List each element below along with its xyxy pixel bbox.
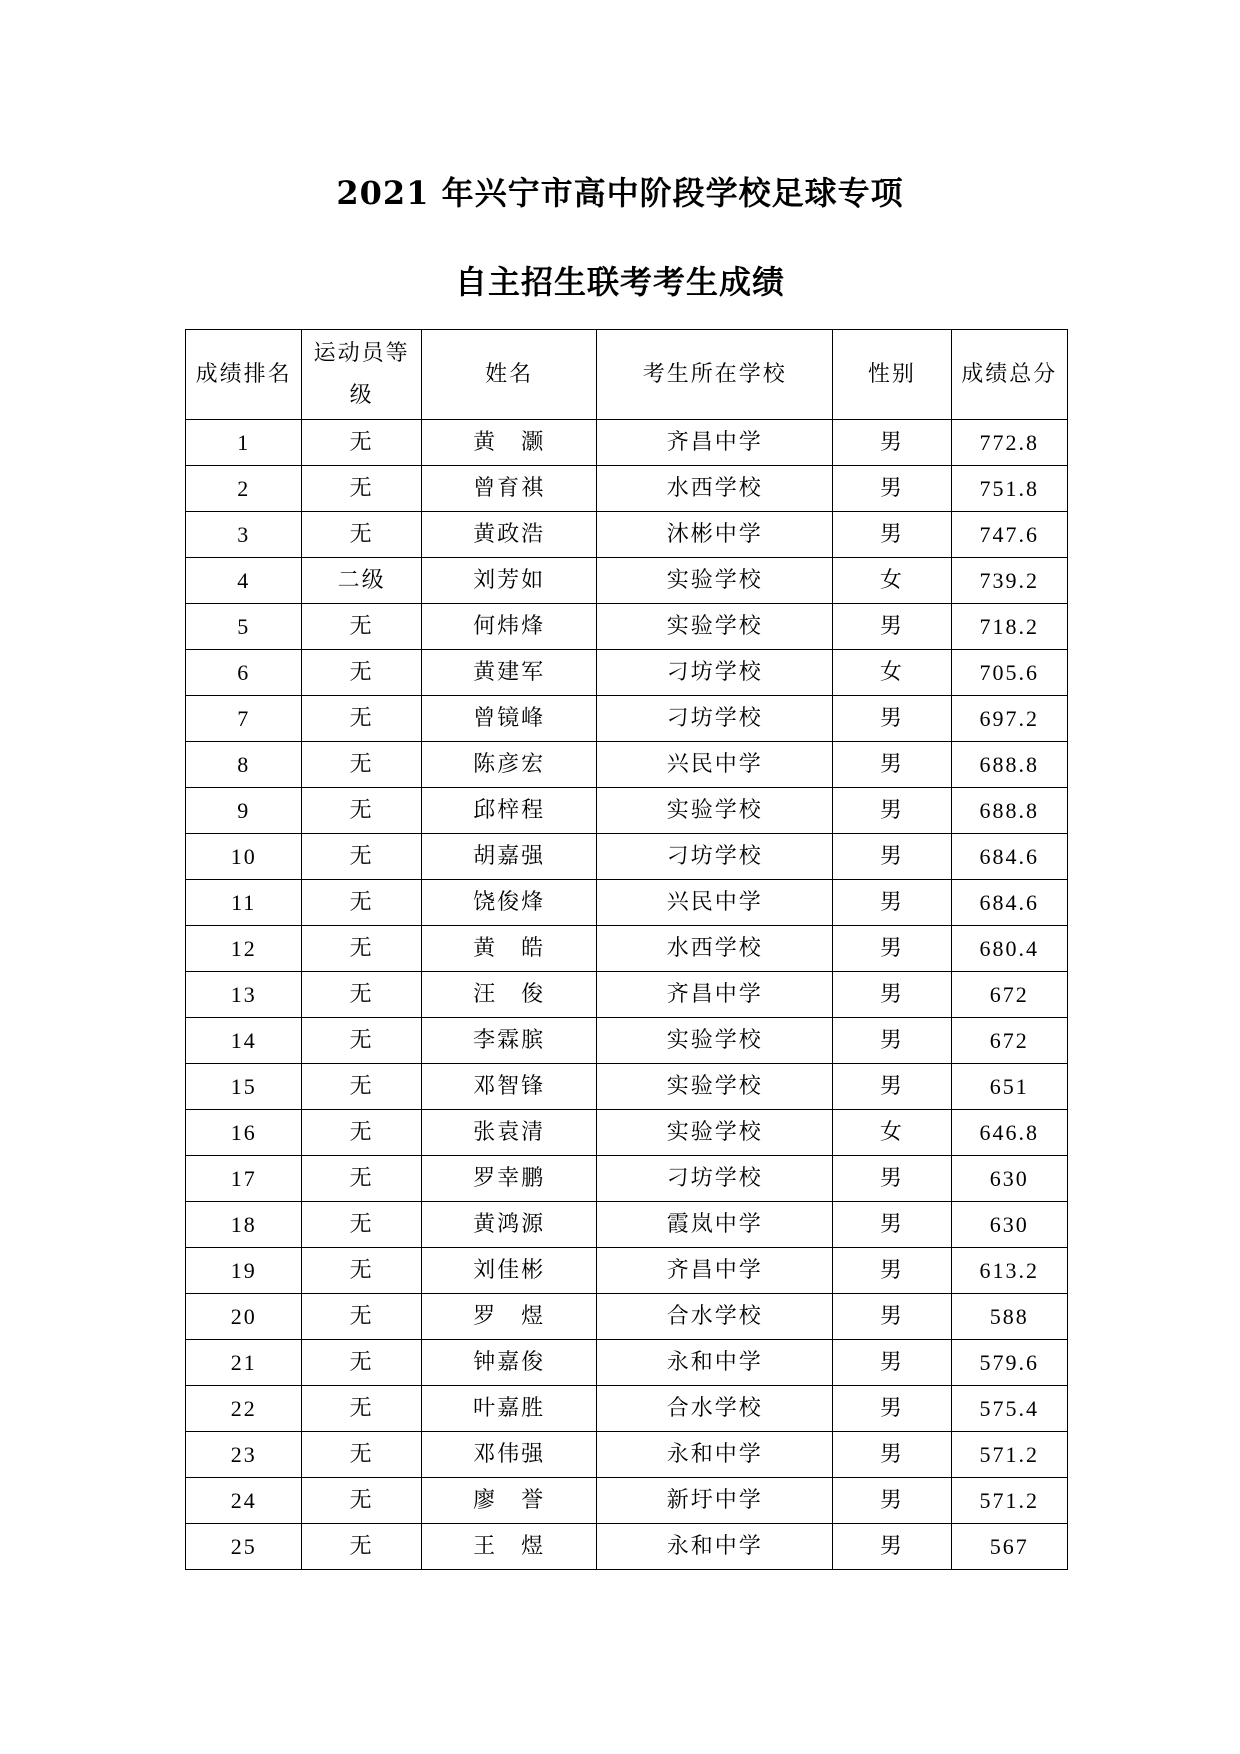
table-row — [186, 972, 1068, 1018]
cell-name: 刘佳彬 — [421, 1248, 597, 1294]
cell-school: 刁坊学校 — [597, 834, 833, 880]
cell-rank: 25 — [186, 1524, 302, 1570]
cell-rank: 18 — [186, 1202, 302, 1248]
cell-score: 571.2 — [951, 1478, 1067, 1524]
cell-school: 刁坊学校 — [597, 1156, 833, 1202]
cell-level: 无 — [302, 1248, 421, 1294]
cell-school: 合水学校 — [597, 1294, 833, 1340]
cell-gender: 男 — [833, 1294, 951, 1340]
table-row — [186, 1202, 1068, 1248]
table-row — [186, 696, 1068, 742]
cell-gender: 男 — [833, 1064, 951, 1110]
header-rank-label: 成绩排名 — [195, 361, 292, 387]
header-rank — [186, 330, 302, 420]
table-row — [186, 1064, 1068, 1110]
cell-level: 无 — [302, 420, 421, 466]
cell-level: 无 — [302, 604, 421, 650]
cell-rank: 8 — [186, 742, 302, 788]
cell-name: 王 煜 — [421, 1524, 597, 1570]
cell-level: 无 — [302, 972, 421, 1018]
cell-score: 588 — [951, 1294, 1067, 1340]
cell-school: 新圩中学 — [597, 1478, 833, 1524]
cell-rank: 19 — [186, 1248, 302, 1294]
cell-name: 邱梓程 — [421, 788, 597, 834]
table-row — [186, 512, 1068, 558]
cell-gender: 男 — [833, 1156, 951, 1202]
cell-rank: 10 — [186, 834, 302, 880]
cell-name: 黄政浩 — [421, 512, 597, 558]
cell-level: 无 — [302, 650, 421, 696]
cell-level: 无 — [302, 1202, 421, 1248]
table-row — [186, 1524, 1068, 1570]
header-gender: 性别 — [833, 330, 951, 420]
table-row — [186, 650, 1068, 696]
cell-gender: 男 — [833, 1340, 951, 1386]
cell-name: 黄建军 — [421, 650, 597, 696]
cell-rank: 11 — [186, 880, 302, 926]
cell-level: 二级 — [302, 558, 421, 604]
cell-school: 齐昌中学 — [597, 420, 833, 466]
header-level-label: 运动员等级 — [313, 340, 410, 408]
cell-school: 实验学校 — [597, 788, 833, 834]
table-header-row — [186, 330, 1068, 420]
table-row — [186, 880, 1068, 926]
cell-name: 李霖膑 — [421, 1018, 597, 1064]
cell-name: 黄 皓 — [421, 926, 597, 972]
cell-level: 无 — [302, 1018, 421, 1064]
cell-school: 齐昌中学 — [597, 1248, 833, 1294]
cell-rank: 15 — [186, 1064, 302, 1110]
cell-school: 水西学校 — [597, 926, 833, 972]
cell-gender: 男 — [833, 880, 951, 926]
cell-gender: 男 — [833, 1524, 951, 1570]
table-row — [186, 1294, 1068, 1340]
cell-score: 672 — [951, 1018, 1067, 1064]
cell-level: 无 — [302, 1064, 421, 1110]
table-row — [186, 1340, 1068, 1386]
cell-score: 567 — [951, 1524, 1067, 1570]
cell-level: 无 — [302, 742, 421, 788]
table-row — [186, 1156, 1068, 1202]
cell-score: 613.2 — [951, 1248, 1067, 1294]
cell-score: 751.8 — [951, 466, 1067, 512]
table-row — [186, 604, 1068, 650]
cell-level: 无 — [302, 466, 421, 512]
cell-gender: 男 — [833, 926, 951, 972]
cell-gender: 男 — [833, 788, 951, 834]
cell-name: 钟嘉俊 — [421, 1340, 597, 1386]
table-row — [186, 1248, 1068, 1294]
cell-rank: 20 — [186, 1294, 302, 1340]
table-row — [186, 558, 1068, 604]
cell-score: 747.6 — [951, 512, 1067, 558]
header-score — [951, 330, 1067, 420]
cell-score: 688.8 — [951, 788, 1067, 834]
cell-gender: 女 — [833, 558, 951, 604]
cell-level: 无 — [302, 1156, 421, 1202]
cell-school: 实验学校 — [597, 558, 833, 604]
table-row — [186, 788, 1068, 834]
cell-school: 刁坊学校 — [597, 650, 833, 696]
cell-rank: 9 — [186, 788, 302, 834]
cell-rank: 16 — [186, 1110, 302, 1156]
cell-school: 合水学校 — [597, 1386, 833, 1432]
cell-level: 无 — [302, 926, 421, 972]
cell-name: 张袁清 — [421, 1110, 597, 1156]
cell-rank: 3 — [186, 512, 302, 558]
document-subtitle: 自主招生联考考生成绩 — [454, 263, 785, 301]
cell-score: 672 — [951, 972, 1067, 1018]
cell-name: 邓伟强 — [421, 1432, 597, 1478]
cell-level: 无 — [302, 788, 421, 834]
cell-level: 无 — [302, 1524, 421, 1570]
cell-school: 水西学校 — [597, 466, 833, 512]
cell-name: 罗幸鹏 — [421, 1156, 597, 1202]
cell-school: 实验学校 — [597, 604, 833, 650]
cell-gender: 男 — [833, 742, 951, 788]
cell-name: 饶俊烽 — [421, 880, 597, 926]
cell-name: 汪 俊 — [421, 972, 597, 1018]
header-name: 姓名 — [421, 330, 597, 420]
document-title: 2021 年兴宁市高中阶段学校足球专项 — [336, 174, 904, 212]
cell-rank: 6 — [186, 650, 302, 696]
cell-name: 刘芳如 — [421, 558, 597, 604]
table-row — [186, 926, 1068, 972]
cell-gender: 女 — [833, 1110, 951, 1156]
cell-name: 曾育祺 — [421, 466, 597, 512]
cell-school: 永和中学 — [597, 1524, 833, 1570]
cell-level: 无 — [302, 512, 421, 558]
cell-level: 无 — [302, 696, 421, 742]
cell-gender: 男 — [833, 466, 951, 512]
cell-gender: 男 — [833, 1018, 951, 1064]
cell-gender: 女 — [833, 650, 951, 696]
cell-name: 罗 煜 — [421, 1294, 597, 1340]
cell-rank: 21 — [186, 1340, 302, 1386]
cell-name: 叶嘉胜 — [421, 1386, 597, 1432]
cell-gender: 男 — [833, 604, 951, 650]
cell-score: 579.6 — [951, 1340, 1067, 1386]
score-table — [185, 329, 1068, 1570]
cell-rank: 17 — [186, 1156, 302, 1202]
cell-name: 陈彦宏 — [421, 742, 597, 788]
cell-school: 刁坊学校 — [597, 696, 833, 742]
cell-name: 曾镜峰 — [421, 696, 597, 742]
table-row — [186, 420, 1068, 466]
cell-score: 772.8 — [951, 420, 1067, 466]
cell-score: 705.6 — [951, 650, 1067, 696]
cell-name: 黄 灏 — [421, 420, 597, 466]
cell-rank: 1 — [186, 420, 302, 466]
cell-level: 无 — [302, 1386, 421, 1432]
cell-score: 575.4 — [951, 1386, 1067, 1432]
table-row — [186, 466, 1068, 512]
cell-level: 无 — [302, 834, 421, 880]
cell-level: 无 — [302, 1340, 421, 1386]
cell-score: 646.8 — [951, 1110, 1067, 1156]
table-row — [186, 1432, 1068, 1478]
table-row — [186, 742, 1068, 788]
cell-rank: 22 — [186, 1386, 302, 1432]
cell-rank: 4 — [186, 558, 302, 604]
cell-name: 黄鸿源 — [421, 1202, 597, 1248]
cell-score: 739.2 — [951, 558, 1067, 604]
table-row — [186, 1110, 1068, 1156]
cell-name: 廖 誉 — [421, 1478, 597, 1524]
cell-score: 684.6 — [951, 880, 1067, 926]
cell-score: 630 — [951, 1202, 1067, 1248]
cell-score: 718.2 — [951, 604, 1067, 650]
cell-score: 651 — [951, 1064, 1067, 1110]
cell-school: 永和中学 — [597, 1340, 833, 1386]
cell-rank: 5 — [186, 604, 302, 650]
cell-school: 实验学校 — [597, 1064, 833, 1110]
cell-rank: 13 — [186, 972, 302, 1018]
cell-school: 实验学校 — [597, 1018, 833, 1064]
cell-name: 邓智锋 — [421, 1064, 597, 1110]
cell-name: 胡嘉强 — [421, 834, 597, 880]
cell-gender: 男 — [833, 1432, 951, 1478]
header-score-label: 成绩总分 — [961, 361, 1058, 387]
cell-gender: 男 — [833, 696, 951, 742]
cell-gender: 男 — [833, 420, 951, 466]
cell-school: 兴民中学 — [597, 880, 833, 926]
cell-name: 何炜烽 — [421, 604, 597, 650]
table-row — [186, 834, 1068, 880]
cell-rank: 12 — [186, 926, 302, 972]
cell-score: 688.8 — [951, 742, 1067, 788]
cell-gender: 男 — [833, 1386, 951, 1432]
cell-school: 霞岚中学 — [597, 1202, 833, 1248]
cell-school: 兴民中学 — [597, 742, 833, 788]
cell-school: 实验学校 — [597, 1110, 833, 1156]
header-level — [302, 330, 421, 420]
cell-gender: 男 — [833, 512, 951, 558]
cell-rank: 7 — [186, 696, 302, 742]
cell-level: 无 — [302, 1294, 421, 1340]
cell-level: 无 — [302, 1110, 421, 1156]
table-row — [186, 1386, 1068, 1432]
cell-gender: 男 — [833, 972, 951, 1018]
cell-gender: 男 — [833, 1202, 951, 1248]
cell-gender: 男 — [833, 1248, 951, 1294]
cell-score: 680.4 — [951, 926, 1067, 972]
cell-gender: 男 — [833, 834, 951, 880]
cell-school: 永和中学 — [597, 1432, 833, 1478]
cell-level: 无 — [302, 1478, 421, 1524]
table-row — [186, 1478, 1068, 1524]
cell-rank: 24 — [186, 1478, 302, 1524]
cell-score: 684.6 — [951, 834, 1067, 880]
cell-rank: 14 — [186, 1018, 302, 1064]
cell-level: 无 — [302, 1432, 421, 1478]
header-school: 考生所在学校 — [597, 330, 833, 420]
cell-level: 无 — [302, 880, 421, 926]
cell-rank: 23 — [186, 1432, 302, 1478]
cell-rank: 2 — [186, 466, 302, 512]
cell-gender: 男 — [833, 1478, 951, 1524]
cell-school: 沐彬中学 — [597, 512, 833, 558]
table-row — [186, 1018, 1068, 1064]
table-body — [186, 420, 1068, 1570]
cell-school: 齐昌中学 — [597, 972, 833, 1018]
cell-score: 697.2 — [951, 696, 1067, 742]
cell-score: 571.2 — [951, 1432, 1067, 1478]
cell-score: 630 — [951, 1156, 1067, 1202]
